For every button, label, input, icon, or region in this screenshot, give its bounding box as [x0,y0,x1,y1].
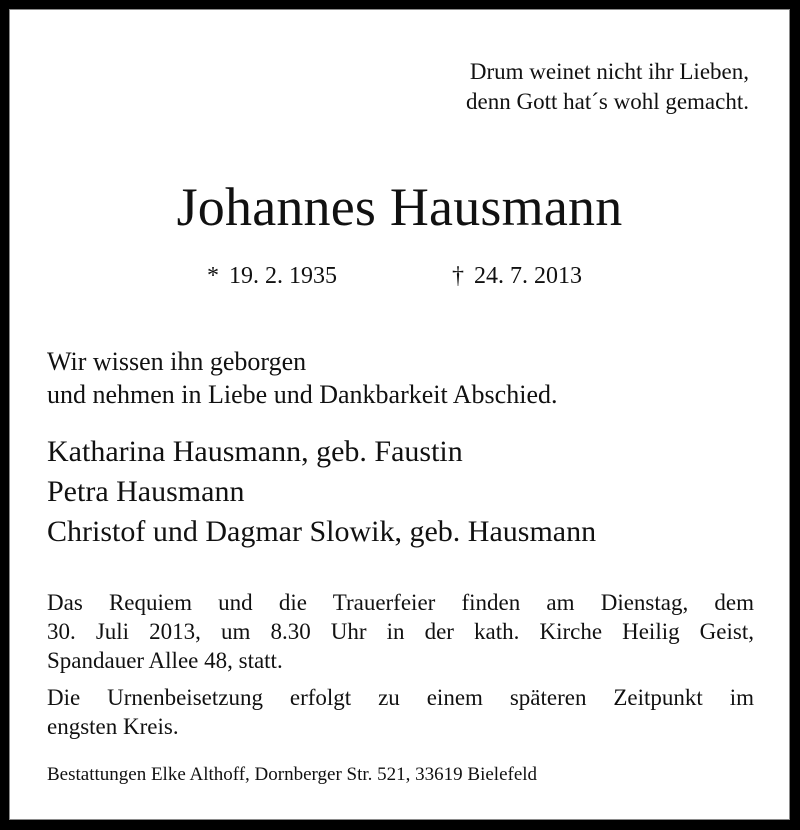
birth-star-icon: * [207,263,219,289]
deceased-name: Johannes Hausmann [176,177,623,237]
undertaker-info: Bestattungen Elke Althoff, Dornberger Str. 521, 33619 Bielefeld [47,764,538,785]
service-line: Das Requiem und die Trauerfeier finden am Dienstag, dem [47,590,754,615]
farewell-message [47,345,557,411]
birth-date-line [207,261,337,291]
mourner-name: Petra Hausmann [47,475,245,508]
service-announcement [47,588,754,675]
burial-line: Die Urnenbeisetzung erfolgt zu einem späteren Zeitpunkt im [47,685,754,710]
burial-announcement [47,683,754,741]
death-date: 24. 7. 2013 [474,263,582,289]
service-line: Spandauer Allee 48, statt. [47,648,283,673]
mourner-name: Christof und Dagmar Slowik, geb. Hausmann [47,515,597,548]
motto-line: Drum weinet nicht ihr Lieben, [469,59,749,84]
death-cross-icon: † [452,263,464,289]
mourners-list [47,432,596,552]
obituary-notice [9,9,790,820]
burial-line: engsten Kreis. [47,714,179,739]
farewell-line: und nehmen in Liebe und Dankbarkeit Abschied. [47,380,558,409]
motto-verse [466,57,749,117]
death-date-line [452,261,582,291]
motto-line: denn Gott hat´s wohl gemacht. [466,89,749,114]
service-line: 30. Juli 2013, um 8.30 Uhr in der kath. Kirche Heilig Geist, [47,619,754,644]
mourner-name: Katharina Hausmann, geb. Faustin [47,435,463,468]
birth-date: 19. 2. 1935 [229,263,337,289]
farewell-line: Wir wissen ihn geborgen [47,347,307,376]
